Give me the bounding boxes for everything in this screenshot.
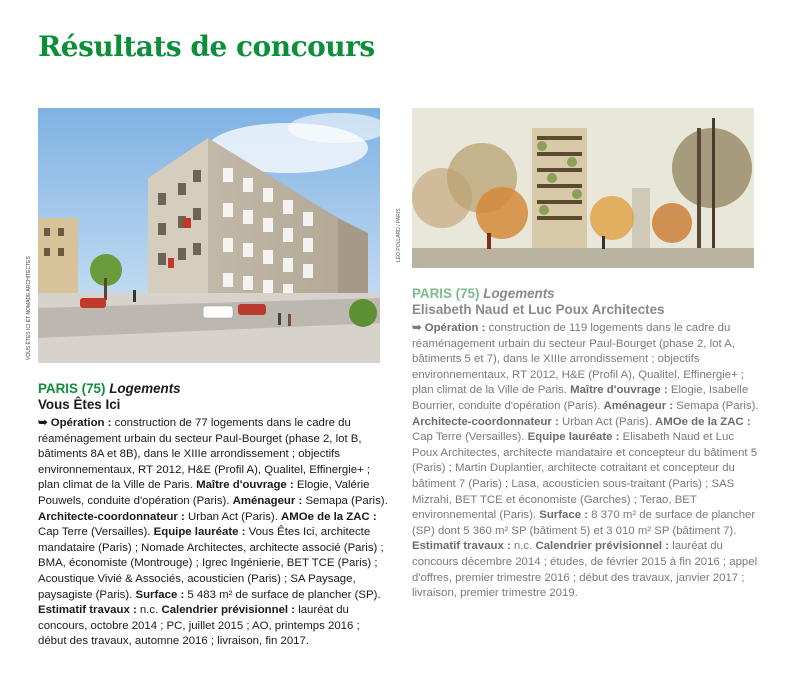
right-city: PARIS (75) — [412, 286, 480, 301]
left-project-rendering — [38, 108, 380, 363]
left-architect: Vous Êtes Ici — [38, 397, 121, 412]
page-title: Résultats de concours — [38, 30, 375, 63]
right-architect: Elisabeth Naud et Luc Poux Architectes — [412, 302, 665, 317]
left-city: PARIS (75) — [38, 381, 106, 396]
left-heading — [38, 381, 388, 397]
right-heading — [412, 286, 762, 302]
right-rendering-image — [412, 108, 754, 268]
left-rendering-image — [38, 108, 380, 363]
left-description: ➥ Opération : construction de 77 logements dans le cadre du réaménagement urbain du secteur Paul-Bourget (phase 2, lot B, bâtiments 8A et 8B), dans le XIIIe arrondissement ; objectifs environnementaux, RT 2012, H&E (Profil A), Qualitel, Effinergie+ ; plan climat de la Ville de Paris. Maître d'ouvrage : Elogie, Valérie Pouwels, conduite d'opération (Paris). Aménageur : Semapa (Paris). Architecte-coordonnateur : Urban Act (Paris). AMOe de la ZAC : Cap Terre (Versailles). Equipe lauréate : Vous Êtes Ici, architecte mandataire (Paris) ; Nomade Architectes, architecte associé (Paris) ; BMA, économiste (Montrouge) ; Igrec Ingénierie, BET TCE (Paris) ; Acoustique Vivié & Associés, acousticien (Paris) ; SA Paysage, paysagiste (Paris). Surface : 5 483 m² de surface de plancher (SP). Estimatif travaux : n.c. Calendrier prévisionnel : lauréat du concours, octobre 2014 ; PC, juillet 2015 ; AO, printemps 2016 ; début des travaux, automne 2016 ; livraison, fin 2017. — [38, 417, 388, 648]
arrow-icon: ➥ — [38, 417, 48, 429]
arrow-icon: ➥ — [412, 322, 422, 334]
right-description: ➥ Opération : construction de 119 logements dans le cadre du réaménagement urbain du secteur Paul-Bourget (phase 2, lot A, bâtiments 5 et 7), dans le XIIIe arrondissement ; objectifs environnementaux, RT 2012, H&E (Profil A), Qualitel, Effinergie+ ; plan climat de la Ville de Paris. Maître d'ouvrage : Elogie, Isabelle Bourrier, conduite d'opération (Paris). Aménageur : Semapa (Paris). Architecte-coordonnateur : Urban Act (Paris). AMOe de la ZAC : Cap Terre (Versailles). Equipe lauréate : Elisabeth Naud et Luc Poux Architectes, architecte mandataire et concepteur du bâtiment 5 (Paris) ; Martin Duplantier, architecte cotraitant et concepteur du bâtiment 7 (Paris) ; Lasa, acousticien sous-traitant (Paris) ; SAS Mizrahi, BET TCE et économiste (Garches) ; Terao, BET environnemental (Paris). Surface : 8 370 m² de surface de plancher (SP) dont 5 360 m² SP (bâtiment 5) et 3 010 m² SP (bâtiment 7). Estimatif travaux : n.c. Calendrier prévisionnel : lauréat du concours décembre 2014 ; études, de février 2015 à fin 2016 ; appel d'offres, premier trimestre 2016 ; début des travaux, janvier 2017 ; livraison, premier trimestre 2019. — [412, 322, 759, 600]
right-type: Logements — [483, 286, 555, 301]
right-project-notice — [412, 286, 762, 602]
right-project-rendering — [412, 108, 754, 268]
left-project-notice — [38, 381, 388, 650]
left-type: Logements — [109, 381, 181, 396]
